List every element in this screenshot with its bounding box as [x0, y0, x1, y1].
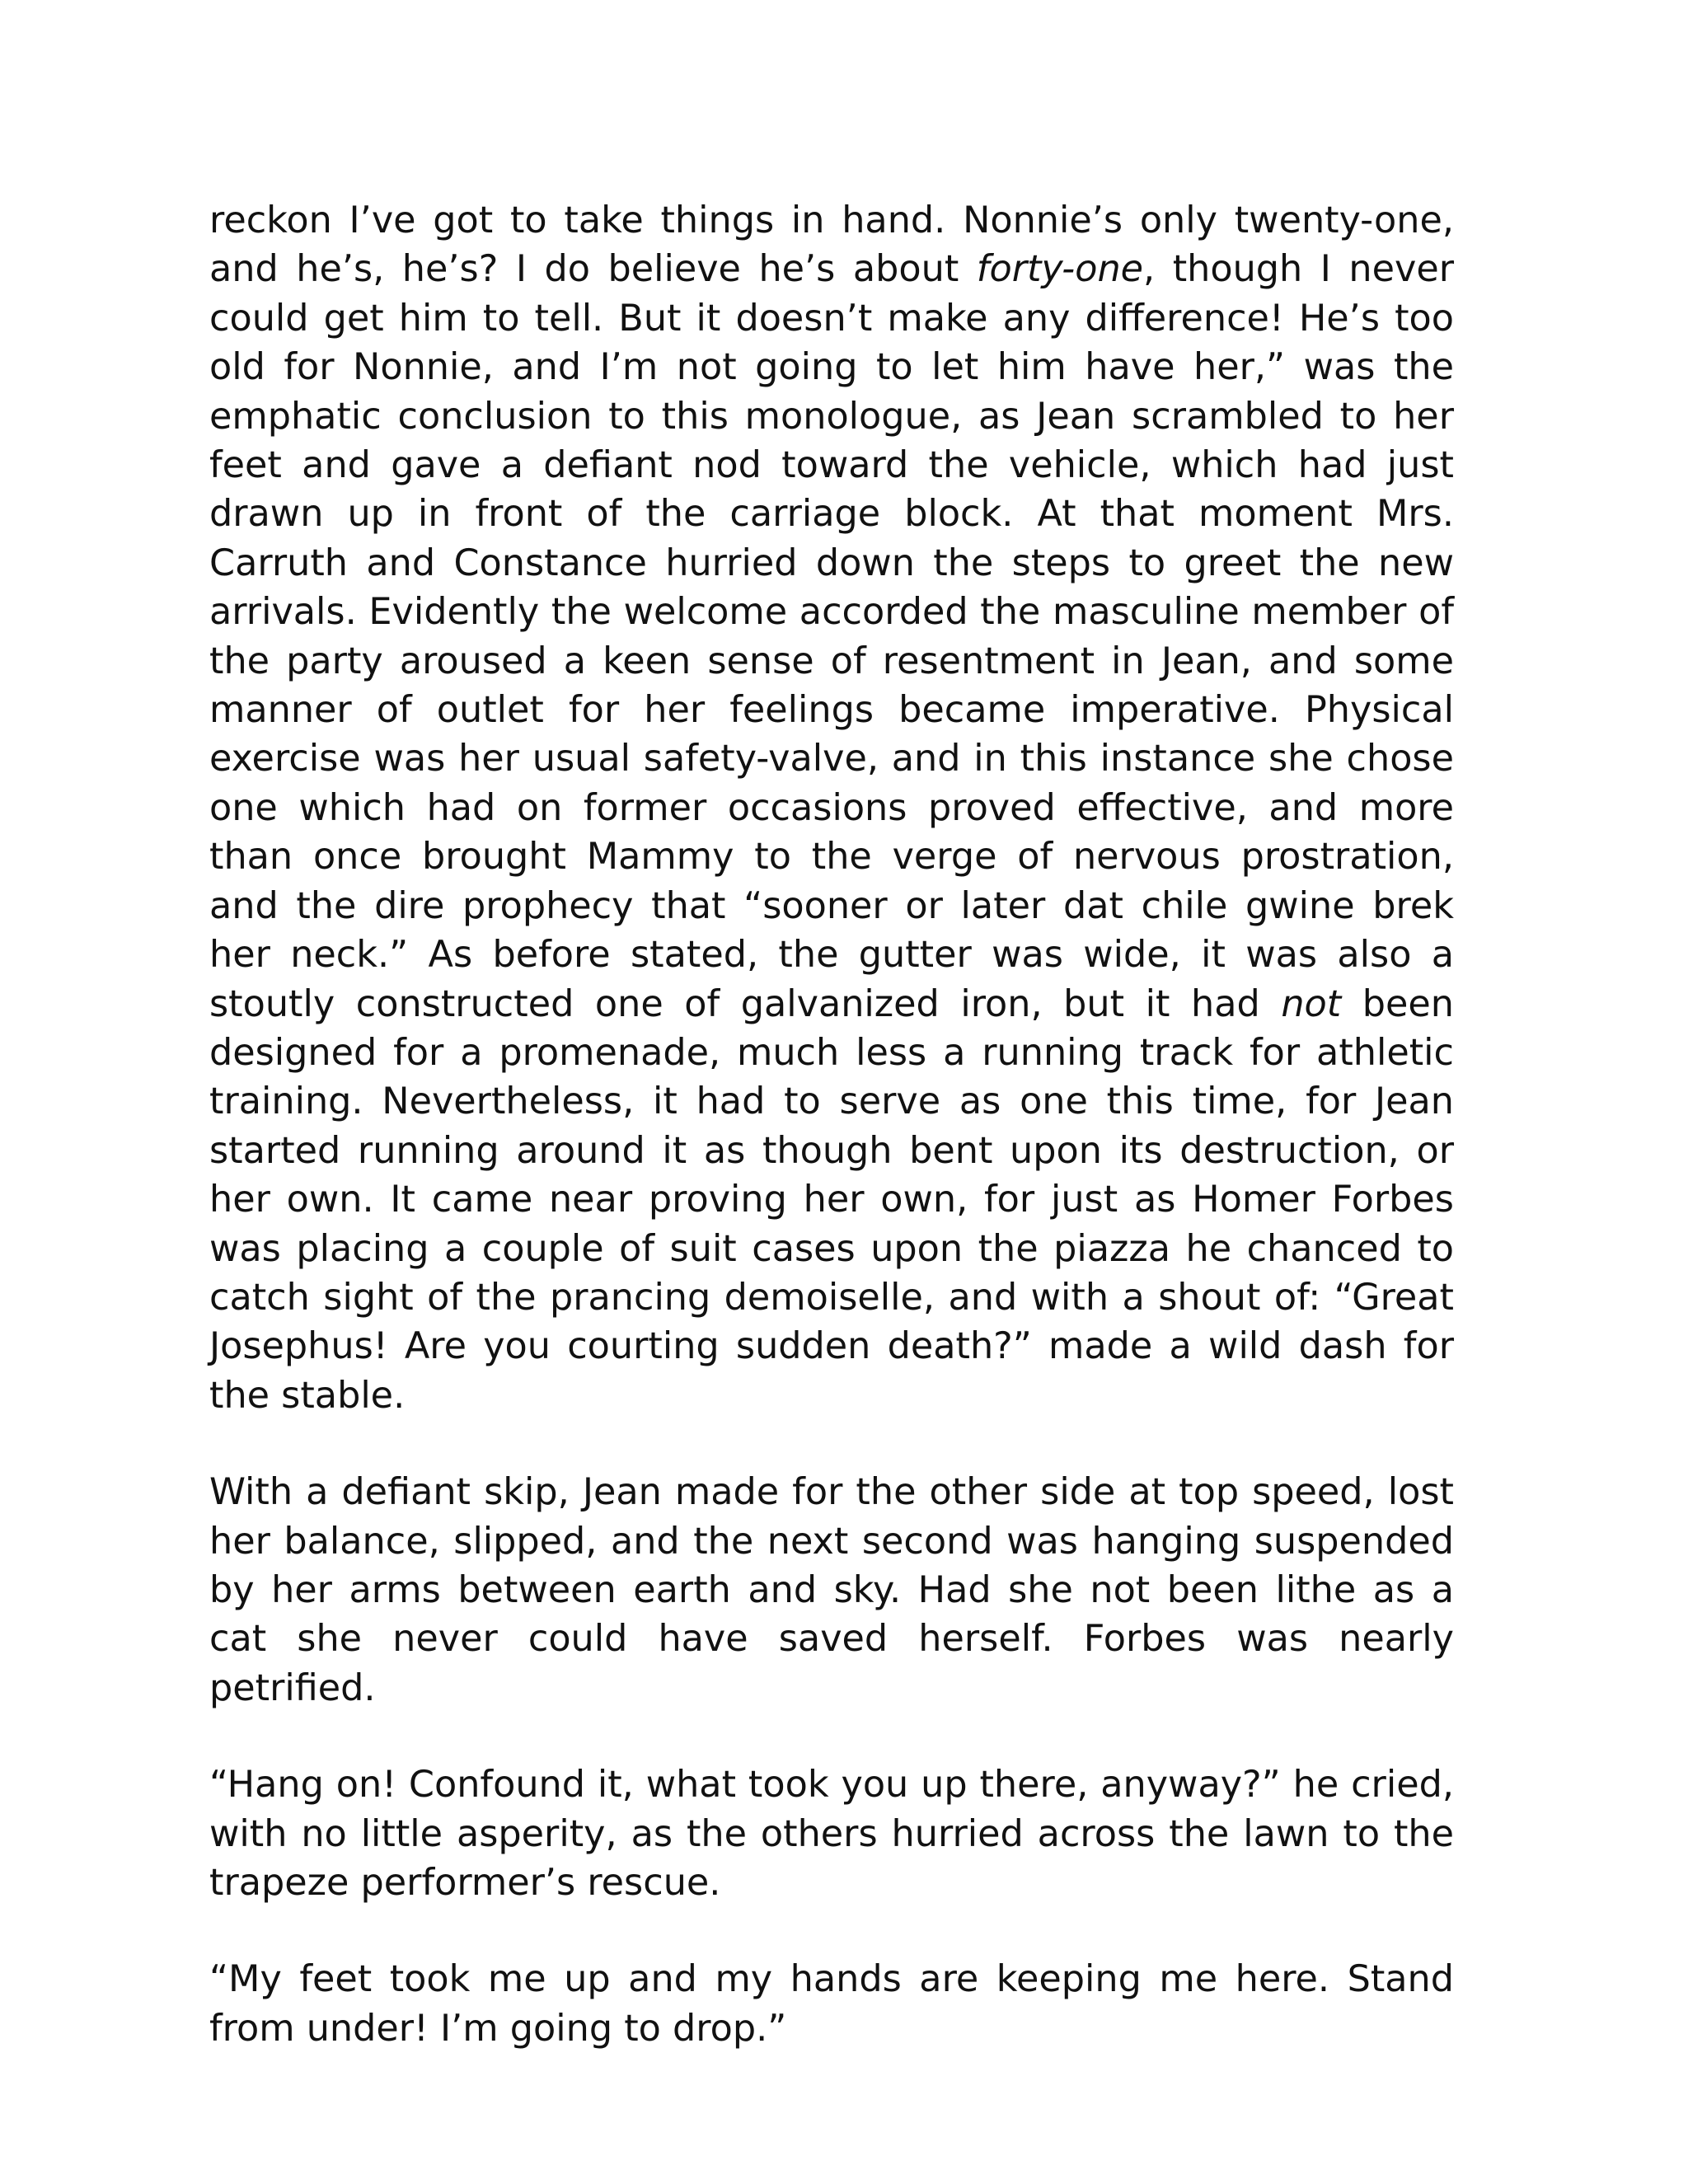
italic-text-segment: not	[1281, 982, 1342, 1025]
text-segment: With a defiant skip, Jean made for the other side at top speed, lost her balance, slipped, and the next second was hanging suspended by her arms between earth and sky. Had she not been lithe as a cat she never could have saved herself. Forbes was nearly petrified.	[209, 1471, 1454, 1709]
paragraph-3	[209, 1760, 1454, 1907]
italic-text-segment: forty-one	[976, 248, 1144, 291]
text-segment: “Hang on! Confound it, what took you up there, anyway?” he cried, with no little asperity, as the others hurried across the lawn to the trapeze performer’s rescue.	[209, 1764, 1454, 1904]
paragraph-1	[209, 196, 1454, 1420]
text-segment: “My feet took me up and my hands are keeping me here. Stand from under! I’m going to drop.”	[209, 1958, 1454, 2050]
text-segment: , though I never could get him to tell. But it doesn’t make any difference! He’s too old for Nonnie, and I’m not going to let him have her,” was the emphatic conclusion to this monologue, as Jean scrambled to her feet and gave a defiant nod toward the vehicle, which had just drawn up in front of the carriage block. At that moment Mrs. Carruth and Constance hurried down the steps to greet the new arrivals. Evidently the welcome accorded the masculine member of the party aroused a keen sense of resentment in Jean, and some manner of outlet for her feelings became imperative. Physical exercise was her usual safety-valve, and in this instance she chose one which had on former occasions proved effective, and more than once brought Mammy to the verge of nervous prostration, and the dire prophecy that “sooner or later dat chile gwine brek her neck.” As before stated, the gutter was wide, it was also a stoutly constructed one of galvanized iron, but it had	[209, 248, 1454, 1025]
document-page	[209, 196, 1454, 2053]
text-segment: reckon I’ve got to take things in hand. Nonnie’s only twenty-one, and he’s, he’s? I do believe he’s about	[209, 199, 1454, 291]
paragraph-2	[209, 1468, 1454, 1713]
paragraph-4	[209, 1955, 1454, 2053]
text-segment: been designed for a promenade, much less a running track for athletic training. Nevertheless, it had to serve as one this time, for Jean started running around it as though bent upon its destruction, or her own. It came near proving her own, for just as Homer Forbes was placing a couple of suit cases upon the piazza he chanced to catch sight of the prancing demoiselle, and with a shout of: “Great Josephus! Are you courting sudden death?” made a wild dash for the stable.	[209, 982, 1454, 1417]
